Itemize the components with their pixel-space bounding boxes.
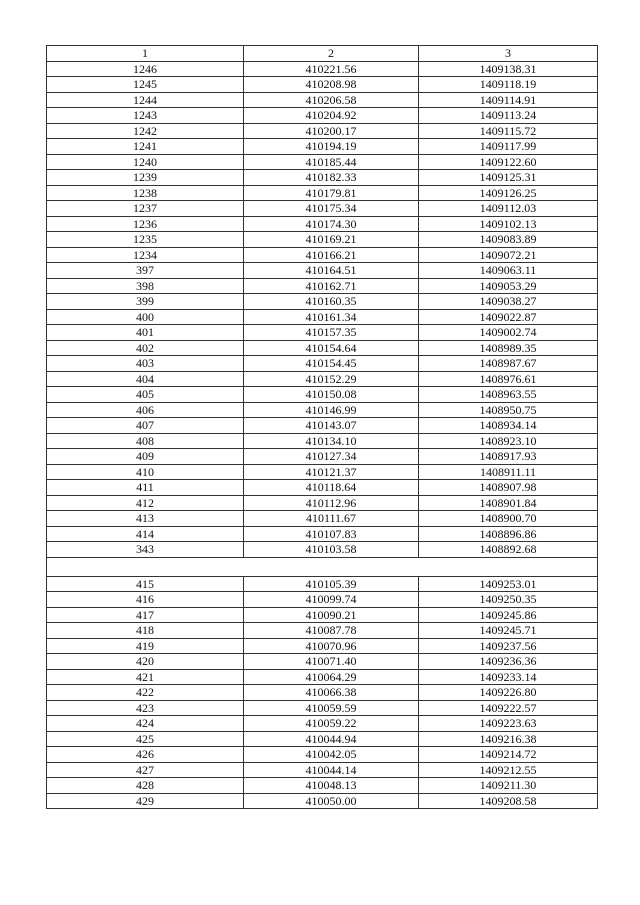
table-row xyxy=(47,495,598,511)
cell-x-coordinate: 410143.07 xyxy=(244,418,419,434)
cell-x-coordinate: 410166.21 xyxy=(244,247,419,263)
table-row xyxy=(47,139,598,155)
table-row xyxy=(47,731,598,747)
table-row xyxy=(47,716,598,732)
cell-point-number: 405 xyxy=(47,387,244,403)
cell-y-coordinate: 1409236.36 xyxy=(419,654,598,670)
table-row xyxy=(47,685,598,701)
cell-x-coordinate: 410127.34 xyxy=(244,449,419,465)
cell-point-number: 419 xyxy=(47,638,244,654)
cell-x-coordinate: 410042.05 xyxy=(244,747,419,763)
cell-y-coordinate: 1409002.74 xyxy=(419,325,598,341)
cell-y-coordinate: 1409117.99 xyxy=(419,139,598,155)
table-row xyxy=(47,418,598,434)
table-row xyxy=(47,526,598,542)
cell-point-number: 1241 xyxy=(47,139,244,155)
table-row xyxy=(47,201,598,217)
cell-x-coordinate: 410099.74 xyxy=(244,592,419,608)
cell-y-coordinate: 1408923.10 xyxy=(419,433,598,449)
table-row xyxy=(47,623,598,639)
table-row xyxy=(47,92,598,108)
table-row xyxy=(47,77,598,93)
table-row xyxy=(47,511,598,527)
cell-x-coordinate: 410103.58 xyxy=(244,542,419,558)
cell-x-coordinate: 410154.64 xyxy=(244,340,419,356)
cell-point-number: 409 xyxy=(47,449,244,465)
cell-y-coordinate: 1409063.11 xyxy=(419,263,598,279)
cell-point-number: 424 xyxy=(47,716,244,732)
cell-y-coordinate: 1409226.80 xyxy=(419,685,598,701)
cell-x-coordinate: 410044.14 xyxy=(244,762,419,778)
cell-y-coordinate: 1409114.91 xyxy=(419,92,598,108)
cell-x-coordinate: 410107.83 xyxy=(244,526,419,542)
cell-point-number: 407 xyxy=(47,418,244,434)
cell-y-coordinate: 1409216.38 xyxy=(419,731,598,747)
cell-y-coordinate: 1408901.84 xyxy=(419,495,598,511)
cell-y-coordinate: 1408917.93 xyxy=(419,449,598,465)
cell-y-coordinate: 1408950.75 xyxy=(419,402,598,418)
cell-x-coordinate: 410134.10 xyxy=(244,433,419,449)
cell-y-coordinate: 1409112.03 xyxy=(419,201,598,217)
cell-point-number: 1237 xyxy=(47,201,244,217)
cell-point-number: 397 xyxy=(47,263,244,279)
table-row xyxy=(47,278,598,294)
cell-point-number: 404 xyxy=(47,371,244,387)
cell-x-coordinate: 410105.39 xyxy=(244,576,419,592)
cell-point-number: 416 xyxy=(47,592,244,608)
cell-x-coordinate: 410059.59 xyxy=(244,700,419,716)
cell-point-number: 401 xyxy=(47,325,244,341)
cell-x-coordinate: 410150.08 xyxy=(244,387,419,403)
cell-point-number: 423 xyxy=(47,700,244,716)
cell-y-coordinate: 1409222.57 xyxy=(419,700,598,716)
cell-y-coordinate: 1408987.67 xyxy=(419,356,598,372)
table-row xyxy=(47,108,598,124)
cell-point-number: 1242 xyxy=(47,123,244,139)
cell-y-coordinate: 1409115.72 xyxy=(419,123,598,139)
cell-x-coordinate: 410169.21 xyxy=(244,232,419,248)
cell-y-coordinate: 1409038.27 xyxy=(419,294,598,310)
cell-y-coordinate: 1408976.61 xyxy=(419,371,598,387)
cell-x-coordinate: 410179.81 xyxy=(244,185,419,201)
cell-y-coordinate: 1409253.01 xyxy=(419,576,598,592)
header-cell-y: 3 xyxy=(419,46,598,62)
coordinates-table xyxy=(46,45,598,809)
cell-y-coordinate: 1409212.55 xyxy=(419,762,598,778)
cell-point-number: 426 xyxy=(47,747,244,763)
cell-point-number: 403 xyxy=(47,356,244,372)
table-row xyxy=(47,61,598,77)
cell-y-coordinate: 1408963.55 xyxy=(419,387,598,403)
cell-point-number: 406 xyxy=(47,402,244,418)
cell-y-coordinate: 1408892.68 xyxy=(419,542,598,558)
cell-y-coordinate: 1409237.56 xyxy=(419,638,598,654)
cell-point-number: 411 xyxy=(47,480,244,496)
cell-y-coordinate: 1409122.60 xyxy=(419,154,598,170)
cell-x-coordinate: 410194.19 xyxy=(244,139,419,155)
cell-y-coordinate: 1409118.19 xyxy=(419,77,598,93)
table-row xyxy=(47,700,598,716)
cell-x-coordinate: 410064.29 xyxy=(244,669,419,685)
cell-point-number: 408 xyxy=(47,433,244,449)
cell-point-number: 410 xyxy=(47,464,244,480)
cell-point-number: 413 xyxy=(47,511,244,527)
cell-x-coordinate: 410160.35 xyxy=(244,294,419,310)
table-row xyxy=(47,778,598,794)
table-row xyxy=(47,449,598,465)
cell-x-coordinate: 410221.56 xyxy=(244,61,419,77)
cell-y-coordinate: 1409125.31 xyxy=(419,170,598,186)
cell-x-coordinate: 410044.94 xyxy=(244,731,419,747)
cell-point-number: 412 xyxy=(47,495,244,511)
cell-point-number: 421 xyxy=(47,669,244,685)
cell-x-coordinate: 410182.33 xyxy=(244,170,419,186)
cell-y-coordinate: 1408907.98 xyxy=(419,480,598,496)
table-row xyxy=(47,576,598,592)
section-separator-cell xyxy=(47,557,598,576)
table-row xyxy=(47,433,598,449)
table-row xyxy=(47,464,598,480)
header-cell-point: 1 xyxy=(47,46,244,62)
cell-x-coordinate: 410112.96 xyxy=(244,495,419,511)
table-row xyxy=(47,654,598,670)
cell-point-number: 1240 xyxy=(47,154,244,170)
coordinates-table-body xyxy=(47,46,598,809)
cell-y-coordinate: 1409223.63 xyxy=(419,716,598,732)
table-row xyxy=(47,480,598,496)
cell-x-coordinate: 410204.92 xyxy=(244,108,419,124)
cell-y-coordinate: 1409245.71 xyxy=(419,623,598,639)
cell-x-coordinate: 410118.64 xyxy=(244,480,419,496)
cell-point-number: 420 xyxy=(47,654,244,670)
table-row xyxy=(47,762,598,778)
cell-x-coordinate: 410200.17 xyxy=(244,123,419,139)
cell-point-number: 1236 xyxy=(47,216,244,232)
cell-x-coordinate: 410111.67 xyxy=(244,511,419,527)
cell-y-coordinate: 1409138.31 xyxy=(419,61,598,77)
cell-point-number: 418 xyxy=(47,623,244,639)
header-cell-x: 2 xyxy=(244,46,419,62)
cell-point-number: 425 xyxy=(47,731,244,747)
cell-point-number: 1235 xyxy=(47,232,244,248)
cell-y-coordinate: 1409250.35 xyxy=(419,592,598,608)
cell-x-coordinate: 410070.96 xyxy=(244,638,419,654)
section-separator-row xyxy=(47,557,598,576)
cell-point-number: 398 xyxy=(47,278,244,294)
cell-x-coordinate: 410208.98 xyxy=(244,77,419,93)
table-row xyxy=(47,232,598,248)
table-row xyxy=(47,387,598,403)
cell-x-coordinate: 410087.78 xyxy=(244,623,419,639)
table-row xyxy=(47,669,598,685)
table-row xyxy=(47,123,598,139)
table-row xyxy=(47,356,598,372)
cell-y-coordinate: 1409211.30 xyxy=(419,778,598,794)
cell-point-number: 417 xyxy=(47,607,244,623)
cell-y-coordinate: 1408989.35 xyxy=(419,340,598,356)
cell-x-coordinate: 410162.71 xyxy=(244,278,419,294)
table-row xyxy=(47,340,598,356)
cell-y-coordinate: 1409053.29 xyxy=(419,278,598,294)
table-row xyxy=(47,592,598,608)
cell-x-coordinate: 410146.99 xyxy=(244,402,419,418)
table-row xyxy=(47,325,598,341)
cell-point-number: 402 xyxy=(47,340,244,356)
table-row xyxy=(47,154,598,170)
table-row xyxy=(47,294,598,310)
cell-y-coordinate: 1409072.21 xyxy=(419,247,598,263)
table-row xyxy=(47,247,598,263)
cell-x-coordinate: 410066.38 xyxy=(244,685,419,701)
cell-y-coordinate: 1408896.86 xyxy=(419,526,598,542)
cell-x-coordinate: 410121.37 xyxy=(244,464,419,480)
cell-y-coordinate: 1408911.11 xyxy=(419,464,598,480)
cell-y-coordinate: 1409083.89 xyxy=(419,232,598,248)
cell-point-number: 427 xyxy=(47,762,244,778)
cell-x-coordinate: 410050.00 xyxy=(244,793,419,809)
cell-x-coordinate: 410090.21 xyxy=(244,607,419,623)
table-row xyxy=(47,402,598,418)
cell-x-coordinate: 410175.34 xyxy=(244,201,419,217)
cell-y-coordinate: 1409113.24 xyxy=(419,108,598,124)
cell-point-number: 1238 xyxy=(47,185,244,201)
cell-x-coordinate: 410048.13 xyxy=(244,778,419,794)
cell-y-coordinate: 1409233.14 xyxy=(419,669,598,685)
cell-point-number: 422 xyxy=(47,685,244,701)
cell-point-number: 400 xyxy=(47,309,244,325)
cell-x-coordinate: 410157.35 xyxy=(244,325,419,341)
cell-x-coordinate: 410161.34 xyxy=(244,309,419,325)
cell-point-number: 429 xyxy=(47,793,244,809)
cell-y-coordinate: 1409214.72 xyxy=(419,747,598,763)
table-row xyxy=(47,607,598,623)
table-header-row xyxy=(47,46,598,62)
cell-y-coordinate: 1409208.58 xyxy=(419,793,598,809)
cell-point-number: 1239 xyxy=(47,170,244,186)
cell-x-coordinate: 410059.22 xyxy=(244,716,419,732)
cell-y-coordinate: 1409126.25 xyxy=(419,185,598,201)
cell-point-number: 415 xyxy=(47,576,244,592)
table-row xyxy=(47,263,598,279)
cell-y-coordinate: 1409022.87 xyxy=(419,309,598,325)
cell-x-coordinate: 410071.40 xyxy=(244,654,419,670)
cell-x-coordinate: 410206.58 xyxy=(244,92,419,108)
cell-point-number: 399 xyxy=(47,294,244,310)
cell-x-coordinate: 410164.51 xyxy=(244,263,419,279)
cell-point-number: 1244 xyxy=(47,92,244,108)
cell-point-number: 343 xyxy=(47,542,244,558)
cell-y-coordinate: 1409102.13 xyxy=(419,216,598,232)
table-row xyxy=(47,793,598,809)
cell-point-number: 1243 xyxy=(47,108,244,124)
table-row xyxy=(47,371,598,387)
cell-point-number: 1245 xyxy=(47,77,244,93)
table-row xyxy=(47,309,598,325)
cell-x-coordinate: 410174.30 xyxy=(244,216,419,232)
cell-point-number: 414 xyxy=(47,526,244,542)
cell-x-coordinate: 410152.29 xyxy=(244,371,419,387)
table-row xyxy=(47,638,598,654)
cell-y-coordinate: 1408934.14 xyxy=(419,418,598,434)
cell-point-number: 1246 xyxy=(47,61,244,77)
cell-x-coordinate: 410154.45 xyxy=(244,356,419,372)
table-row xyxy=(47,170,598,186)
table-row xyxy=(47,542,598,558)
cell-y-coordinate: 1409245.86 xyxy=(419,607,598,623)
cell-x-coordinate: 410185.44 xyxy=(244,154,419,170)
table-row xyxy=(47,185,598,201)
table-row xyxy=(47,216,598,232)
cell-point-number: 1234 xyxy=(47,247,244,263)
table-row xyxy=(47,747,598,763)
cell-point-number: 428 xyxy=(47,778,244,794)
cell-y-coordinate: 1408900.70 xyxy=(419,511,598,527)
